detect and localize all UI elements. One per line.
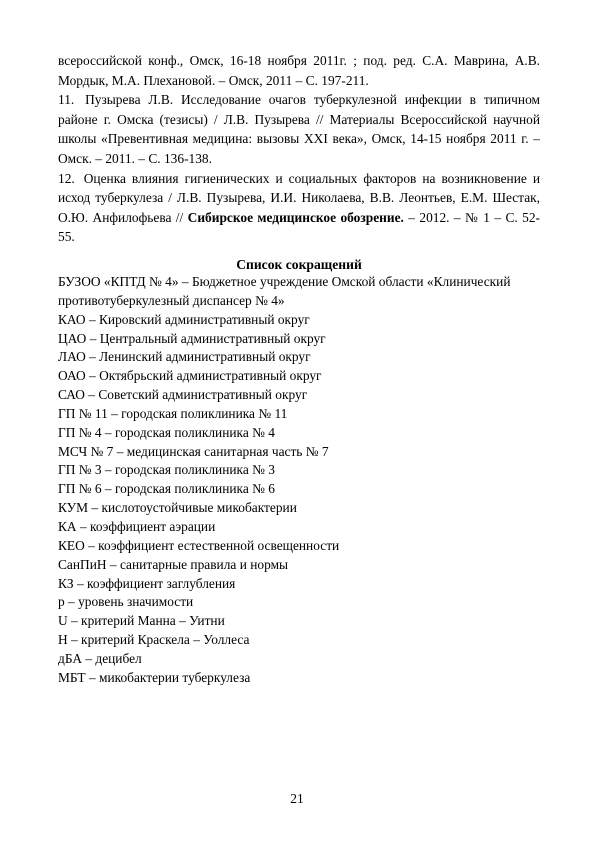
abbreviation-item: КЕО – коэффициент естественной освещенности [58,537,340,553]
abbreviation-item: МСЧ № 7 – медицинская санитарная часть № 7 [58,443,329,459]
abbreviation-item: ГП № 4 – городская поликлиника № 4 [58,424,275,440]
abbreviation-item: БУЗОО «КПТД № 4» – Бюджетное учреждение Омской области «Клинический противотуберкулезный диспансер № 4» [58,274,511,308]
reference-item [58,51,540,90]
reference-list [58,51,540,247]
reference-text: Пузырева Л.В. Исследование очагов туберкулезной инфекции в типичном районе г. Омска (тезисы) / Л.В. Пузырева // Материалы Всероссийской научной школы «Превентивная медицина: вызовы XXI века», Омск, 14-15 ноября 2011 г. – Омск. – 2011. – С. 136-138. [58,92,540,166]
abbreviation-item: САО – Советский административный округ [58,387,308,403]
abbreviation-item: р – уровень значимости [58,594,194,610]
abbreviation-item: КА – коэффициент аэрации [58,518,216,534]
reference-number: 11. [58,92,75,108]
reference-item [58,90,540,168]
reference-text: Оценка влияния гигиенических и социальных факторов на возникновение и исход туберкулеза / Л.В. Пузырева, И.И. Николаева, В.В. Леонтьев, Е.М. Шестак, О.Ю. Анфилофьева // [58,170,540,225]
abbreviation-item: ГП № 6 – городская поликлиника № 6 [58,481,275,497]
reference-tail: – 2012. – № 1 – С. 52-55. [58,209,540,245]
abbreviation-item: СанПиН – санитарные правила и нормы [58,556,289,572]
abbreviation-item: ОАО – Октябрьский административный округ [58,368,322,384]
abbreviation-item: КЗ – коэффициент заглубления [58,575,236,591]
abbreviation-item: МБТ – микобактерии туберкулеза [58,669,251,685]
abbreviation-item: КАО – Кировский административный округ [58,311,310,327]
abbreviations-heading: Список сокращений [236,257,362,272]
reference-item [58,169,540,247]
reference-text: всероссийской конф., Омск, 16-18 ноября 2011г. ; под. ред. С.А. Маврина, А.В. Мордык, М.А. Плехановой. – Омск, 2011 – С. 197-211. [58,53,540,88]
abbreviation-item: U – критерий Манна – Уитни [58,613,225,629]
abbreviation-item: Н – критерий Краскела – Уоллеса [58,632,250,648]
abbreviation-item: ЛАО – Ленинский административный округ [58,349,311,365]
abbreviation-item: КУМ – кислотоустойчивые микобактерии [58,500,297,516]
abbreviation-item: ГП № 3 – городская поликлиника № 3 [58,462,275,478]
abbreviations-list [58,273,540,688]
reference-number: 12. [58,170,75,186]
journal-title: Сибирское медицинское обозрение. [187,209,404,225]
abbreviation-item: дБА – децибел [58,650,142,666]
abbreviation-item: ГП № 11 – городская поликлиника № 11 [58,405,288,421]
page-number: 21 [290,791,304,806]
abbreviation-item: ЦАО – Центральный административный округ [58,330,326,346]
